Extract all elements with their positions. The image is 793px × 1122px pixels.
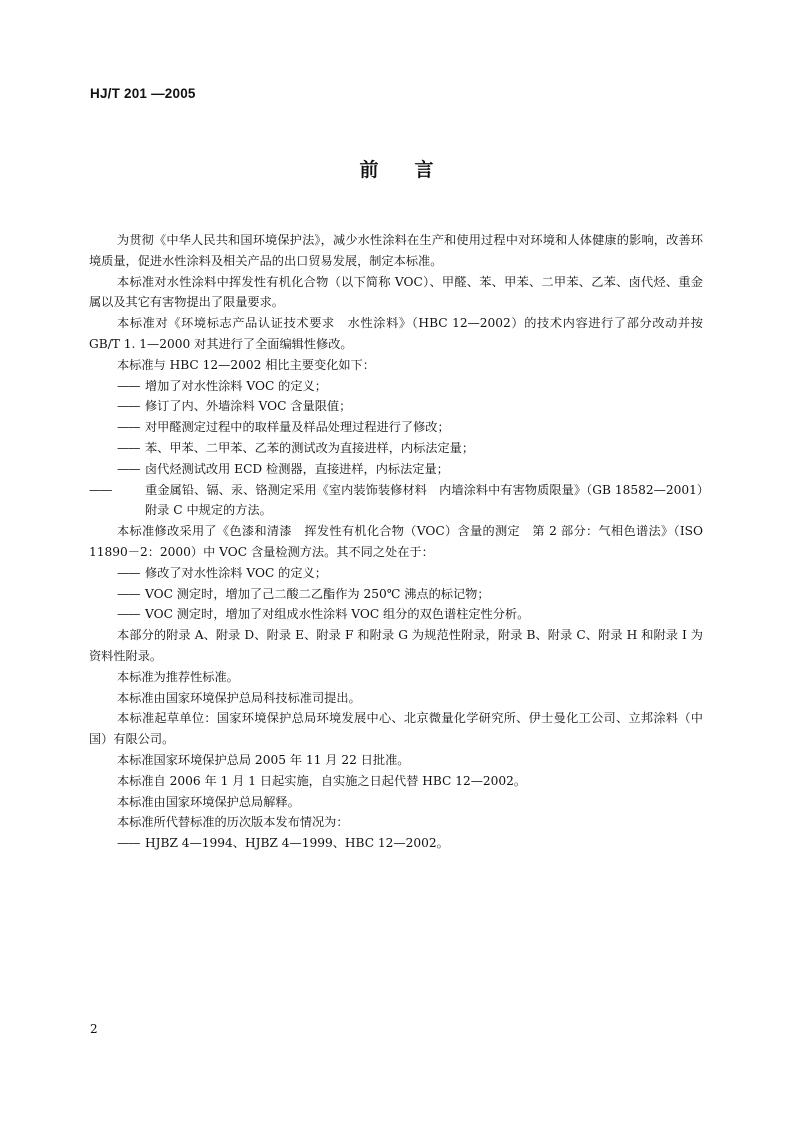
- change-list-item: —— 对甲醛测定过程中的取样量及样品处理过程进行了修改；: [89, 417, 703, 438]
- difference-list-item: —— 修改了对水性涂料 VOC 的定义；: [89, 563, 703, 584]
- dash-mark: ——: [117, 378, 140, 393]
- paragraph: 本标准为推荐性标准。: [117, 669, 239, 684]
- change-list-item: —— 卤代烃测试改用 ECD 检测器，直接进样，内标法定量；: [89, 459, 703, 480]
- paragraph: 为贯彻《中华人民共和国环境保护法》，减少水性涂料在生产和使用过程中对环境和人体健康的影响，改善环境质量，促进水性涂料及相关产品的出口贸易发展，制定本标准。: [89, 233, 703, 268]
- paragraph: 本标准修改采用了《色漆和清漆 挥发性有机化合物（VOC）含量的测定 第 2 部分：气相色谱法》（ISO 11890－2：2000）中 VOC 含量检测方法。其不同之处在于：: [89, 524, 703, 559]
- paragraph: 本标准对水性涂料中挥发性有机化合物（以下简称 VOC）、甲醛、苯、甲苯、二甲苯、乙苯、卤代烃、重金属以及其它有害物提出了限量要求。: [89, 274, 703, 310]
- change-list-item: —— 苯、甲苯、二甲苯、乙苯的测试改为直接进样，内标法定量；: [89, 438, 703, 459]
- paragraph: 本标准由国家环境保护总局科技标准司提出。: [117, 690, 361, 705]
- dash-mark: ——: [117, 565, 140, 580]
- paragraph: 本标准自 2006 年 1 月 1 日起实施，自实施之日起代替 HBC 12—2002。: [117, 773, 527, 788]
- paragraph: 本标准与 HBC 12—2002 相比主要变化如下：: [117, 357, 375, 372]
- dash-mark: ——: [117, 461, 140, 476]
- dash-mark: ——: [89, 482, 112, 497]
- foreword-body: [89, 230, 703, 854]
- change-list-item: —— 增加了对水性涂料 VOC 的定义；: [89, 376, 703, 397]
- paragraph: 本标准对《环境标志产品认证技术要求 水性涂料》（HBC 12—2002）的技术内容进行了部分改动并按 GB/T 1. 1—2000 对其进行了全面编辑性修改。: [89, 316, 703, 351]
- paragraph: 本部分的附录 A、附录 D、附录 E、附录 F 和附录 G 为规范性附录，附录 B、附录 C、附录 H 和附录 I 为资料性附录。: [89, 628, 703, 663]
- history-list-item: —— HJBZ 4—1994、HJBZ 4—1999、HBC 12—2002。: [89, 833, 703, 854]
- page-title: 前言: [359, 159, 470, 181]
- paragraph: 本标准国家环境保护总局 2005 年 11 月 22 日批准。: [117, 752, 410, 767]
- dash-mark: ——: [117, 420, 140, 435]
- dash-mark: ——: [117, 399, 140, 414]
- paragraph: 本标准起草单位：国家环境保护总局环境发展中心、北京微量化学研究所、伊士曼化工公司、立邦涂料（中国）有限公司。: [89, 711, 703, 747]
- change-list-item: —— 修订了内、外墙涂料 VOC 含量限值；: [89, 396, 703, 417]
- standard-number: HJ/T 201 —2005: [90, 86, 196, 101]
- page-number: 2: [90, 1022, 98, 1036]
- difference-list-item: —— VOC 测定时，增加了己二酸二乙酯作为 250℃ 沸点的标记物；: [89, 584, 703, 605]
- dash-mark: ——: [117, 607, 140, 622]
- dash-mark: ——: [117, 836, 140, 851]
- paragraph: 本标准所代替标准的历次版本发布情况为：: [117, 815, 349, 830]
- paragraph: 本标准由国家环境保护总局解释。: [117, 794, 300, 809]
- change-list-item: —— 重金属铅、镉、汞、铬测定采用《室内装饰装修材料 内墙涂料中有害物质限量》（GB 18582—2001）附录 C 中规定的方法。: [89, 480, 703, 522]
- dash-mark: ——: [117, 586, 140, 601]
- difference-list-item: —— VOC 测定时，增加了对组成水性涂料 VOC 组分的双色谱柱定性分析。: [89, 604, 703, 625]
- dash-mark: ——: [117, 440, 140, 455]
